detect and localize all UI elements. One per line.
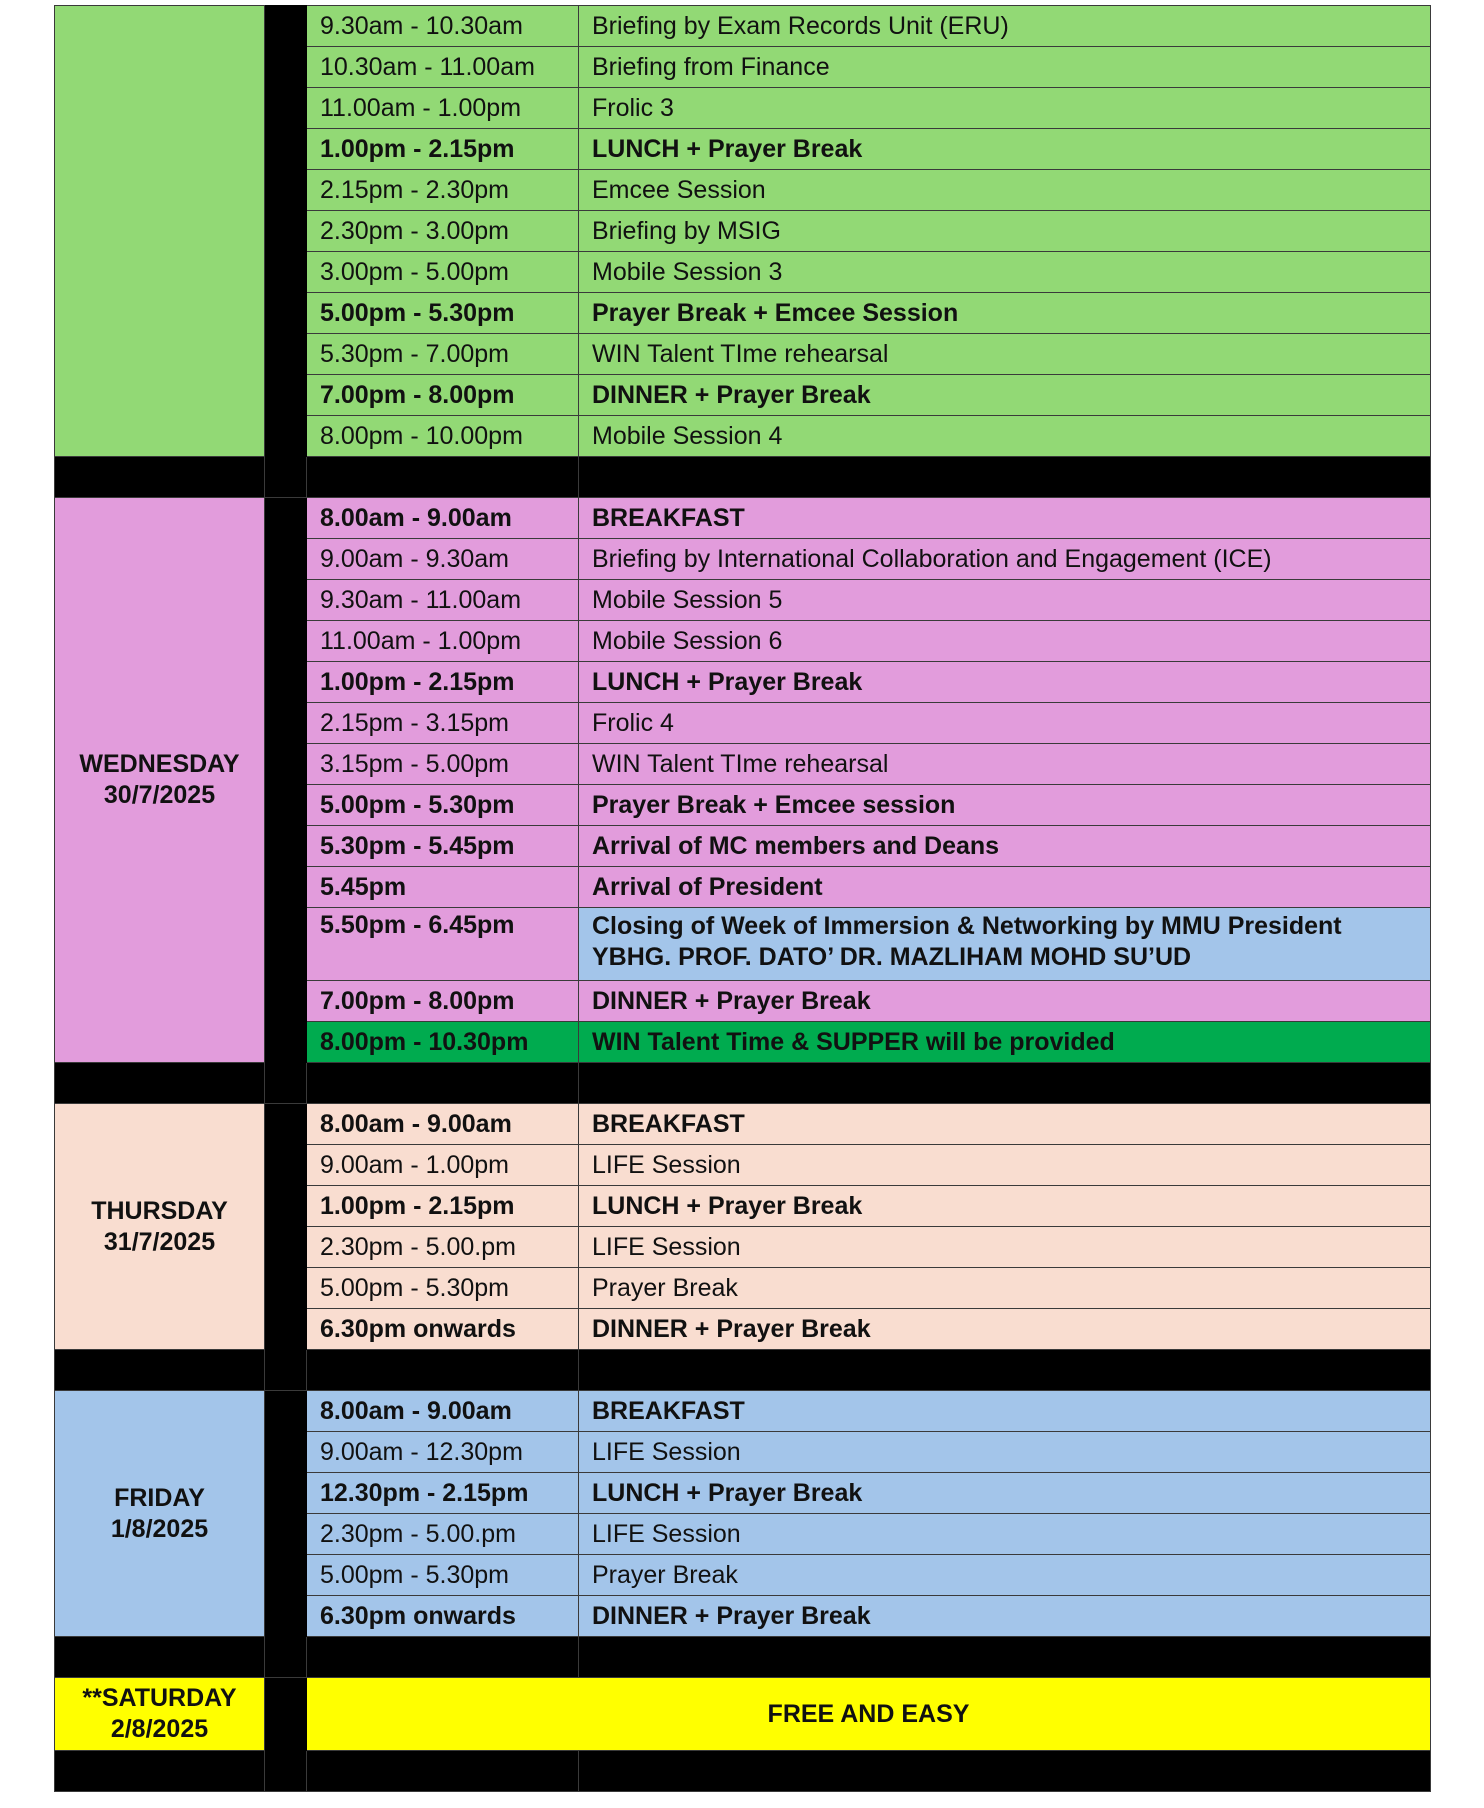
day-label: THURSDAY <box>91 1196 228 1225</box>
time-cell: 12.30pm - 2.15pm <box>307 1473 579 1514</box>
event-cell: WIN Talent Time & SUPPER will be provided <box>579 1022 1431 1063</box>
event-cell: LUNCH + Prayer Break <box>579 129 1431 170</box>
separator-cell <box>307 457 579 498</box>
black-divider-cell <box>265 88 307 129</box>
separator-cell <box>265 1063 307 1104</box>
event-cell: Briefing by International Collaboration and Engagement (ICE) <box>579 539 1431 580</box>
event-cell: Briefing by Exam Records Unit (ERU) <box>579 6 1431 47</box>
time-cell: 10.30am - 11.00am <box>307 47 579 88</box>
time-cell: 9.00am - 1.00pm <box>307 1145 579 1186</box>
event-cell: LUNCH + Prayer Break <box>579 1186 1431 1227</box>
black-divider-cell <box>265 1596 307 1637</box>
day-date: 31/7/2025 <box>103 1227 216 1256</box>
separator-cell <box>307 1637 579 1678</box>
day-cell <box>55 1391 265 1637</box>
black-divider-cell <box>265 1391 307 1432</box>
separator-cell <box>579 1751 1431 1792</box>
time-cell: 2.30pm - 3.00pm <box>307 211 579 252</box>
black-divider-cell <box>265 6 307 47</box>
black-divider-cell <box>265 170 307 211</box>
time-cell: 6.30pm onwards <box>307 1309 579 1350</box>
schedule-row <box>55 1104 1431 1145</box>
separator-cell <box>307 1350 579 1391</box>
day-date: 1/8/2025 <box>110 1514 209 1543</box>
time-cell: 5.00pm - 5.30pm <box>307 293 579 334</box>
day-date: 2/8/2025 <box>110 1715 209 1743</box>
event-cell: DINNER + Prayer Break <box>579 981 1431 1022</box>
day-cell <box>55 1104 265 1350</box>
schedule-body <box>55 6 1431 1792</box>
time-cell: 8.00am - 9.00am <box>307 1104 579 1145</box>
event-cell: Mobile Session 3 <box>579 252 1431 293</box>
time-cell: 8.00am - 9.00am <box>307 498 579 539</box>
event-cell: WIN Talent TIme rehearsal <box>579 334 1431 375</box>
black-divider-cell <box>265 1678 307 1751</box>
event-cell: DINNER + Prayer Break <box>579 1596 1431 1637</box>
separator-cell <box>579 1350 1431 1391</box>
event-cell: Mobile Session 6 <box>579 621 1431 662</box>
black-divider-cell <box>265 621 307 662</box>
event-cell: Frolic 3 <box>579 88 1431 129</box>
event-cell: Mobile Session 4 <box>579 416 1431 457</box>
separator-row <box>55 1063 1431 1104</box>
black-divider-cell <box>265 211 307 252</box>
event-cell: Emcee Session <box>579 170 1431 211</box>
event-cell: LIFE Session <box>579 1514 1431 1555</box>
black-divider-cell <box>265 1022 307 1063</box>
time-cell: 3.00pm - 5.00pm <box>307 252 579 293</box>
separator-row <box>55 1350 1431 1391</box>
black-divider-cell <box>265 662 307 703</box>
separator-cell <box>579 1637 1431 1678</box>
schedule-table <box>54 5 1431 1792</box>
black-divider-cell <box>265 293 307 334</box>
event-line-1: Closing of Week of Immersion & Networking by MMU President <box>592 912 1342 940</box>
event-cell <box>579 908 1431 981</box>
black-divider-cell <box>265 908 307 981</box>
time-cell: 5.45pm <box>307 867 579 908</box>
black-divider-cell <box>265 1473 307 1514</box>
black-divider-cell <box>265 47 307 88</box>
time-cell: 7.00pm - 8.00pm <box>307 375 579 416</box>
separator-cell <box>579 1063 1431 1104</box>
event-cell: DINNER + Prayer Break <box>579 375 1431 416</box>
event-cell: DINNER + Prayer Break <box>579 1309 1431 1350</box>
day-date: 30/7/2025 <box>103 781 216 809</box>
black-divider-cell <box>265 826 307 867</box>
black-divider-cell <box>265 867 307 908</box>
time-cell: 11.00am - 1.00pm <box>307 88 579 129</box>
separator-cell <box>307 1751 579 1792</box>
event-cell: Prayer Break <box>579 1555 1431 1596</box>
time-cell: 5.00pm - 5.30pm <box>307 1268 579 1309</box>
free-and-easy-cell: FREE AND EASY <box>307 1678 1431 1751</box>
day-cell <box>55 498 265 1063</box>
event-cell: BREAKFAST <box>579 1104 1431 1145</box>
separator-cell <box>55 1063 265 1104</box>
black-divider-cell <box>265 334 307 375</box>
time-cell: 9.00am - 12.30pm <box>307 1432 579 1473</box>
day-cell <box>55 6 265 457</box>
black-divider-cell <box>265 1432 307 1473</box>
schedule-row <box>55 498 1431 539</box>
event-cell: BREAKFAST <box>579 1391 1431 1432</box>
black-divider-cell <box>265 1104 307 1145</box>
black-divider-cell <box>265 129 307 170</box>
black-divider-cell <box>265 1555 307 1596</box>
event-cell: Frolic 4 <box>579 703 1431 744</box>
saturday-row <box>55 1678 1431 1751</box>
time-cell: 5.30pm - 7.00pm <box>307 334 579 375</box>
time-cell: 5.30pm - 5.45pm <box>307 826 579 867</box>
event-line-2: YBHG. PROF. DATO’ DR. MAZLIHAM MOHD SU’UD <box>592 943 1192 971</box>
separator-cell <box>265 457 307 498</box>
black-divider-cell <box>265 703 307 744</box>
time-cell: 8.00am - 9.00am <box>307 1391 579 1432</box>
event-cell: WIN Talent TIme rehearsal <box>579 744 1431 785</box>
separator-cell <box>307 1063 579 1104</box>
day-label: **SATURDAY <box>82 1684 237 1712</box>
event-cell: LIFE Session <box>579 1227 1431 1268</box>
time-cell: 2.30pm - 5.00.pm <box>307 1514 579 1555</box>
separator-cell <box>55 1751 265 1792</box>
time-cell: 9.30am - 10.30am <box>307 6 579 47</box>
black-divider-cell <box>265 498 307 539</box>
separator-row <box>55 457 1431 498</box>
time-cell: 7.00pm - 8.00pm <box>307 981 579 1022</box>
event-cell: LIFE Session <box>579 1432 1431 1473</box>
separator-cell <box>265 1350 307 1391</box>
black-divider-cell <box>265 416 307 457</box>
event-cell: Arrival of President <box>579 867 1431 908</box>
separator-cell <box>579 457 1431 498</box>
black-divider-cell <box>265 1268 307 1309</box>
schedule-row <box>55 1391 1431 1432</box>
black-divider-cell <box>265 375 307 416</box>
time-cell: 11.00am - 1.00pm <box>307 621 579 662</box>
time-cell: 1.00pm - 2.15pm <box>307 662 579 703</box>
time-cell: 9.30am - 11.00am <box>307 580 579 621</box>
time-cell: 9.00am - 9.30am <box>307 539 579 580</box>
time-cell: 8.00pm - 10.00pm <box>307 416 579 457</box>
time-cell: 2.30pm - 5.00.pm <box>307 1227 579 1268</box>
time-cell: 3.15pm - 5.00pm <box>307 744 579 785</box>
black-divider-cell <box>265 744 307 785</box>
time-cell: 5.50pm - 6.45pm <box>307 908 579 981</box>
time-cell: 8.00pm - 10.30pm <box>307 1022 579 1063</box>
event-cell: Briefing by MSIG <box>579 211 1431 252</box>
separator-cell <box>55 457 265 498</box>
black-divider-cell <box>265 785 307 826</box>
event-cell: LIFE Session <box>579 1145 1431 1186</box>
event-cell: Prayer Break + Emcee session <box>579 785 1431 826</box>
separator-row <box>55 1637 1431 1678</box>
black-divider-cell <box>265 1227 307 1268</box>
time-cell: 2.15pm - 2.30pm <box>307 170 579 211</box>
time-cell: 5.00pm - 5.30pm <box>307 785 579 826</box>
event-cell: BREAKFAST <box>579 498 1431 539</box>
black-divider-cell <box>265 1145 307 1186</box>
event-cell: Briefing from Finance <box>579 47 1431 88</box>
event-cell: LUNCH + Prayer Break <box>579 662 1431 703</box>
day-label: FRIDAY <box>114 1483 205 1512</box>
separator-cell <box>265 1637 307 1678</box>
day-label: WEDNESDAY <box>79 750 240 778</box>
time-cell: 1.00pm - 2.15pm <box>307 1186 579 1227</box>
black-divider-cell <box>265 580 307 621</box>
black-divider-cell <box>265 539 307 580</box>
separator-row <box>55 1751 1431 1792</box>
event-cell: LUNCH + Prayer Break <box>579 1473 1431 1514</box>
black-divider-cell <box>265 1186 307 1227</box>
event-cell: Arrival of MC members and Deans <box>579 826 1431 867</box>
event-cell: Prayer Break + Emcee Session <box>579 293 1431 334</box>
time-cell: 2.15pm - 3.15pm <box>307 703 579 744</box>
separator-cell <box>55 1350 265 1391</box>
schedule-row <box>55 6 1431 47</box>
time-cell: 6.30pm onwards <box>307 1596 579 1637</box>
time-cell: 5.00pm - 5.30pm <box>307 1555 579 1596</box>
event-cell: Prayer Break <box>579 1268 1431 1309</box>
time-cell: 1.00pm - 2.15pm <box>307 129 579 170</box>
separator-cell <box>55 1637 265 1678</box>
day-cell <box>55 1678 265 1751</box>
separator-cell <box>265 1751 307 1792</box>
black-divider-cell <box>265 252 307 293</box>
black-divider-cell <box>265 1514 307 1555</box>
black-divider-cell <box>265 1309 307 1350</box>
black-divider-cell <box>265 981 307 1022</box>
event-cell: Mobile Session 5 <box>579 580 1431 621</box>
